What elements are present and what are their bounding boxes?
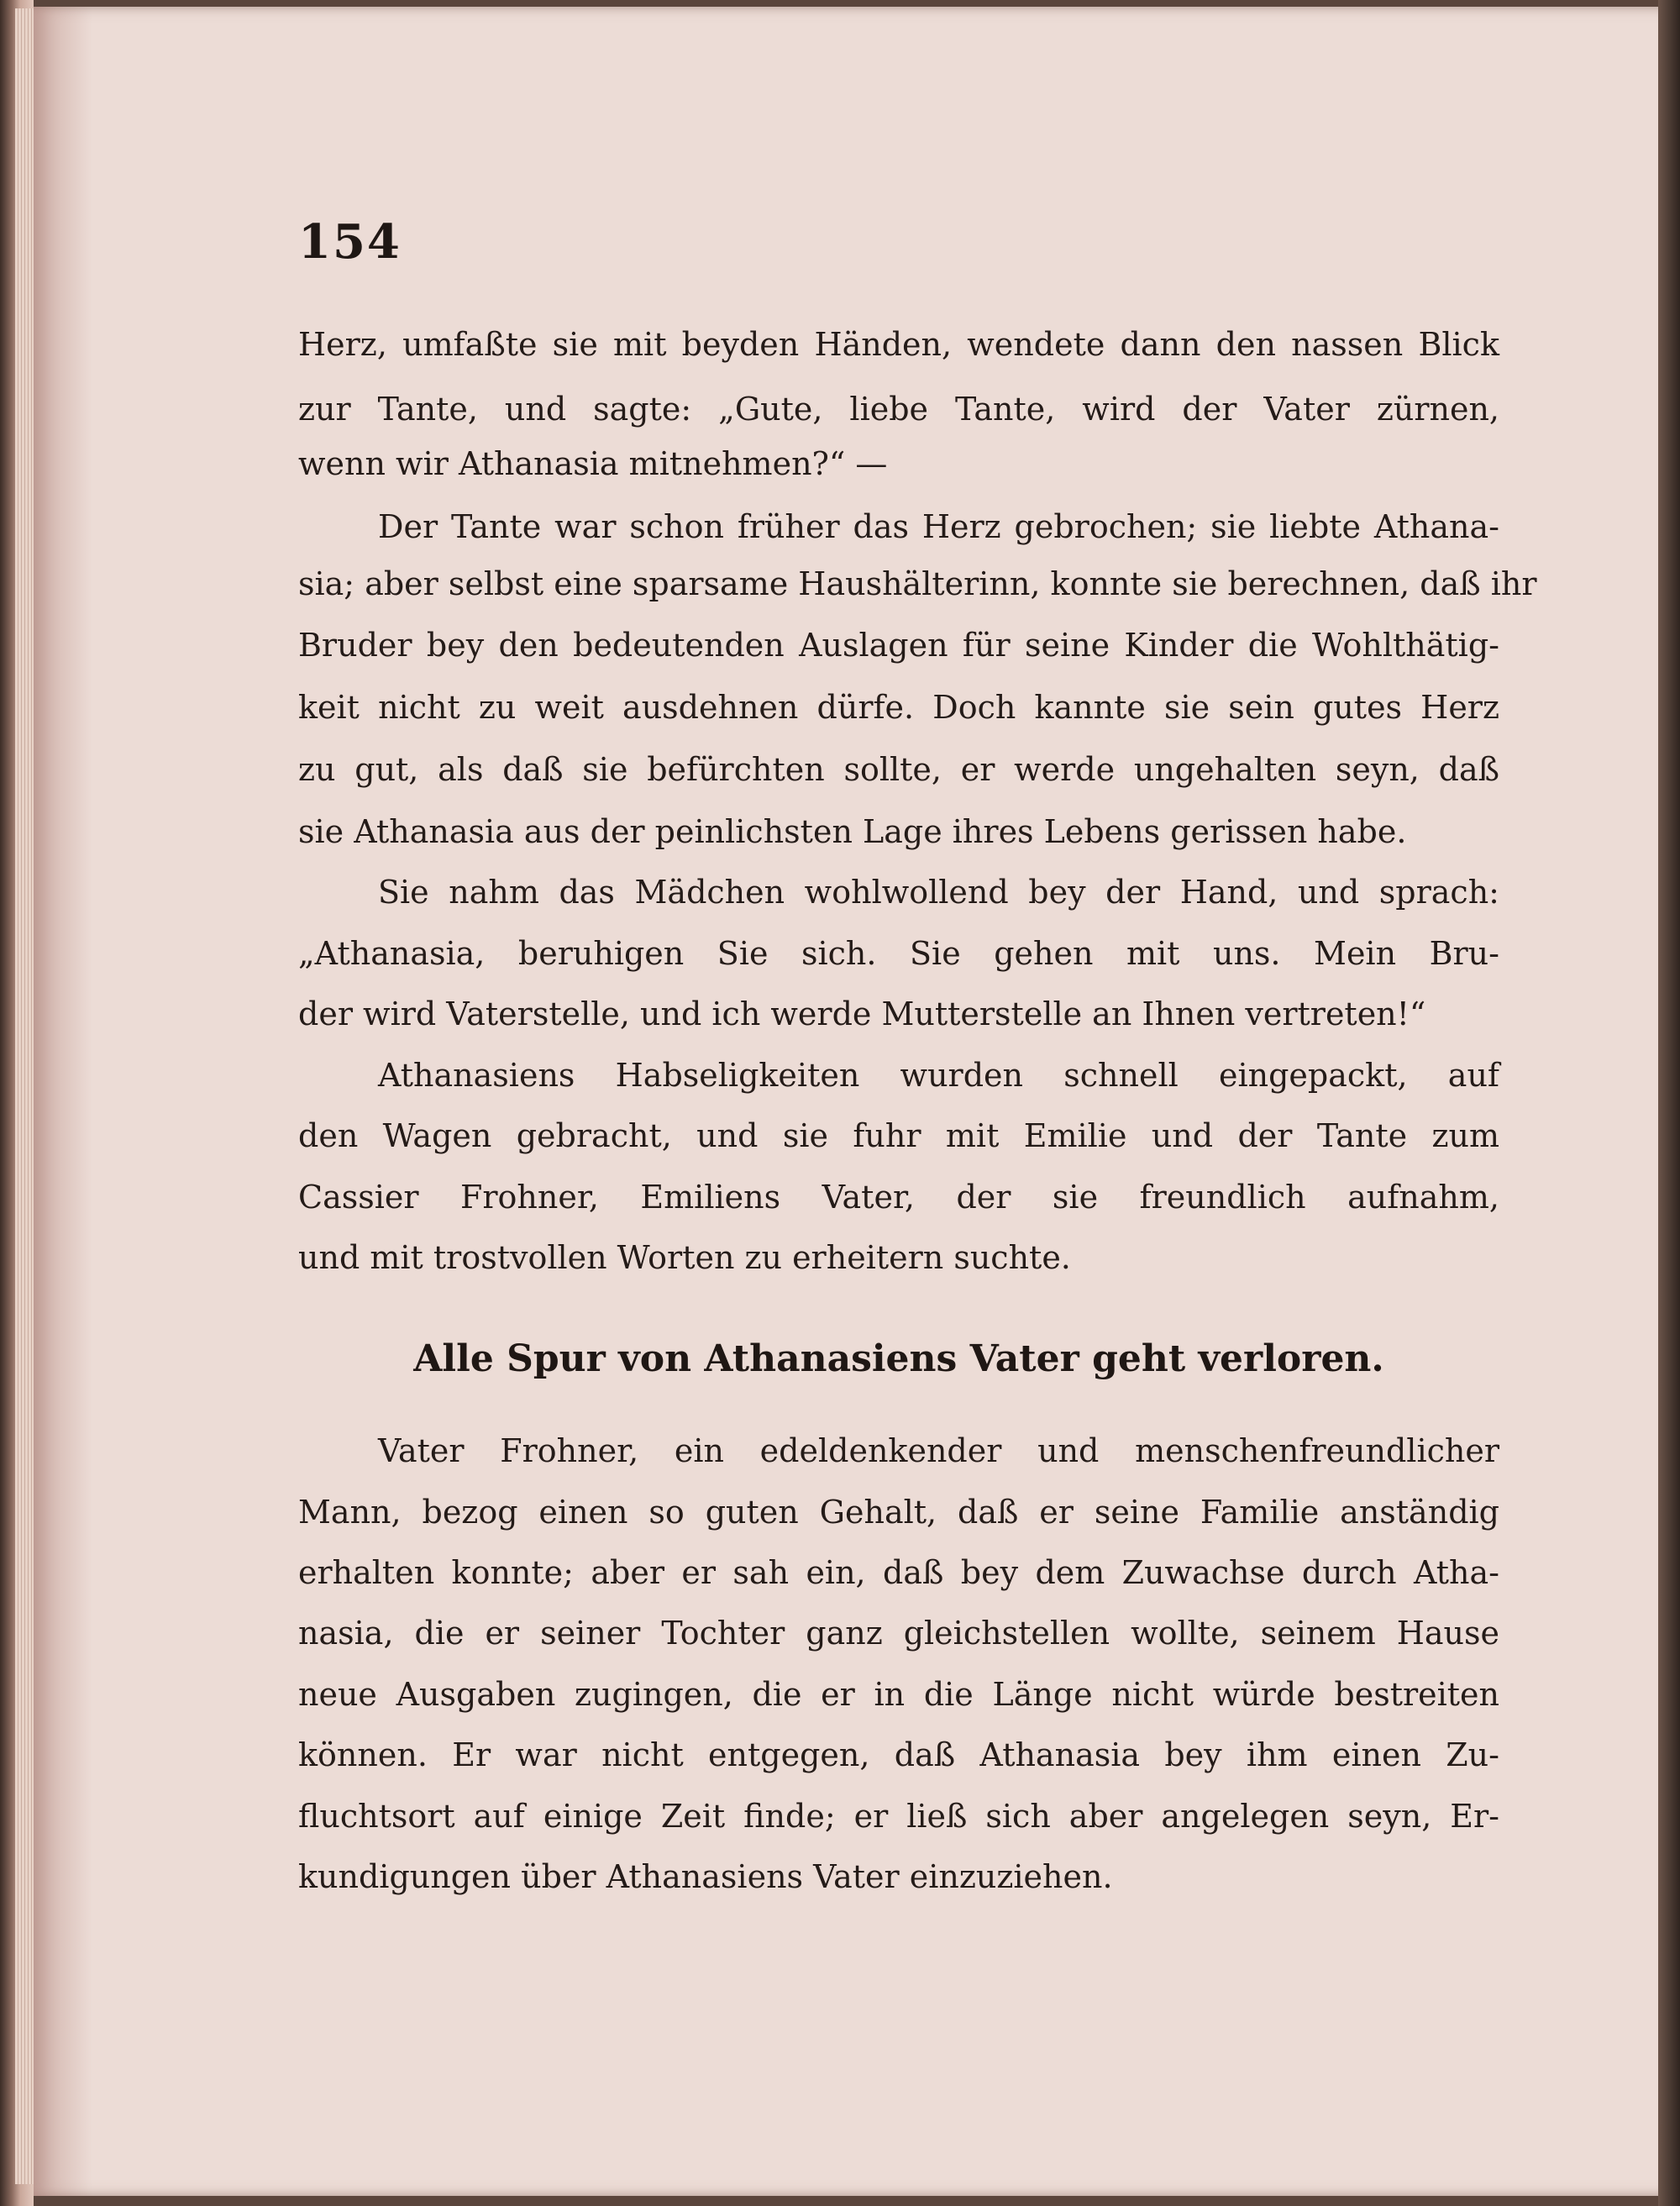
text-line: kundigungen über Athanasiens Vater einzuziehen.	[298, 1858, 1113, 1895]
text-line: Herz, umfaßte sie mit beyden Händen, wendete dann den nassen Blick	[298, 326, 1499, 363]
text-line: Cassier Frohner, Emiliens Vater, der sie freundlich aufnahm,	[298, 1179, 1499, 1216]
text-line: Bruder bey den bedeutenden Auslagen für seine Kinder die Wohlthätig-	[298, 627, 1499, 664]
text-line: Sie nahm das Mädchen wohlwollend bey der Hand, und sprach:	[378, 874, 1499, 911]
text-line: Athanasiens Habseligkeiten wurden schnell eingepackt, auf	[378, 1057, 1499, 1094]
text-line: zu gut, als daß sie befürchten sollte, er werde ungehalten seyn, daß	[298, 751, 1499, 788]
text-line: erhalten konnte; aber er sah ein, daß bey dem Zuwachse durch Atha-	[298, 1554, 1499, 1591]
text-line: fluchtsort auf einige Zeit finde; er ließ sich aber angelegen seyn, Er-	[298, 1798, 1499, 1835]
text-line: sia; aber selbst eine sparsame Haushälterinn, konnte sie berechnen, daß ihr	[298, 565, 1537, 602]
text-line: sie Athanasia aus der peinlichsten Lage ihres Lebens gerissen habe.	[298, 813, 1407, 850]
text-line: keit nicht zu weit ausdehnen dürfe. Doch kannte sie sein gutes Herz	[298, 689, 1499, 726]
text-line: und mit trostvollen Worten zu erheitern suchte.	[298, 1239, 1071, 1276]
text-line: Vater Frohner, ein edeldenkender und menschenfreundlicher	[378, 1432, 1499, 1469]
text-line: zur Tante, und sagte: „Gute, liebe Tante, wird der Vater zürnen,	[298, 391, 1499, 428]
text-line: nasia, die er seiner Tochter ganz gleichstellen wollte, seinem Hause	[298, 1615, 1499, 1652]
page-number: 154	[298, 214, 402, 270]
text-line: können. Er war nicht entgegen, daß Athanasia bey ihm einen Zu-	[298, 1736, 1499, 1773]
text-line: der wird Vaterstelle, und ich werde Mutterstelle an Ihnen vertreten!“	[298, 995, 1426, 1032]
scan-right-edge	[1658, 0, 1680, 2206]
text-line: wenn wir Athanasia mitnehmen?“ —	[298, 445, 888, 482]
text-line: neue Ausgaben zugingen, die er in die Länge nicht würde bestreiten	[298, 1676, 1499, 1713]
text-line: den Wagen gebracht, und sie fuhr mit Emilie und der Tante zum	[298, 1117, 1499, 1154]
section-heading: Alle Spur von Athanasiens Vater geht verloren.	[413, 1337, 1384, 1380]
spine-shadow	[34, 7, 92, 2196]
text-line: Mann, bezog einen so guten Gehalt, daß er seine Familie anständig	[298, 1494, 1499, 1531]
text-line: Der Tante war schon früher das Herz gebrochen; sie liebte Athana-	[378, 508, 1499, 545]
text-line: „Athanasia, beruhigen Sie sich. Sie gehen mit uns. Mein Bru-	[298, 935, 1499, 972]
